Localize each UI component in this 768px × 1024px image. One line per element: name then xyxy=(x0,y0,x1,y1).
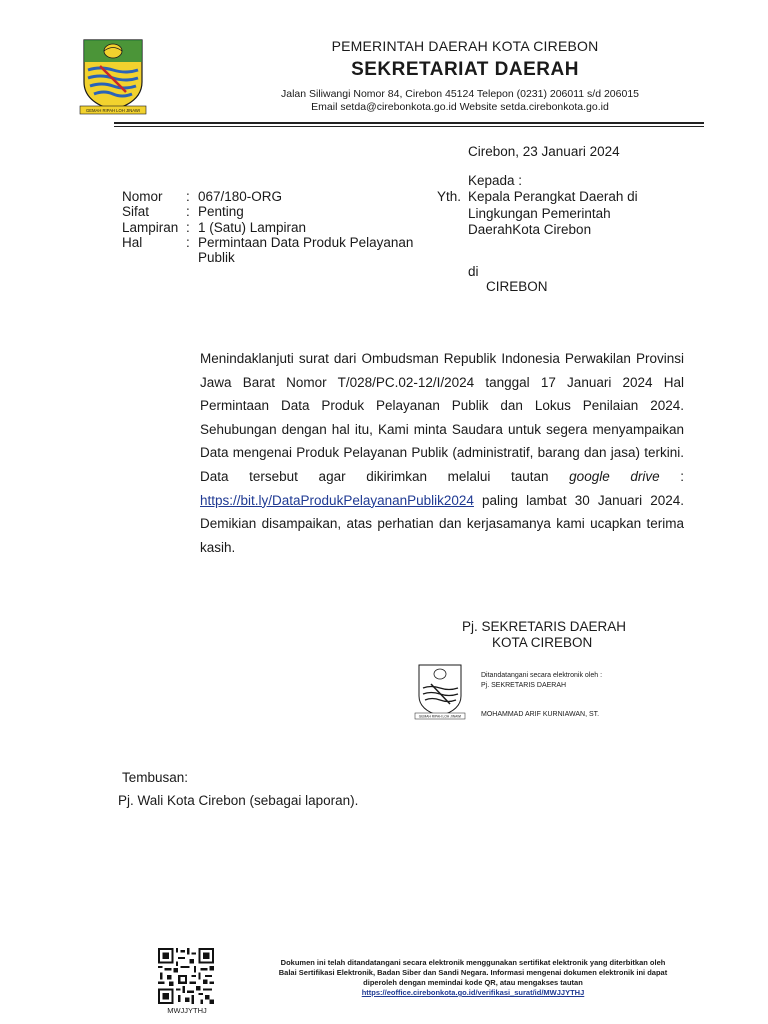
letter-date: Cirebon, 23 Januari 2024 xyxy=(468,144,620,159)
letter-body xyxy=(200,347,684,559)
recipient-city: CIREBON xyxy=(486,279,548,294)
lampiran-value: 1 (Satu) Lampiran xyxy=(198,220,307,235)
hal-value-line-1: Permintaan Data Produk Pelayanan xyxy=(198,235,414,250)
hal-label: Hal xyxy=(122,235,143,250)
signed-role: Pj. SEKRETARIS DAERAH xyxy=(481,682,567,689)
recipient-line-3: DaerahKota Cirebon xyxy=(468,222,592,237)
recipient-kepada: Kepada : xyxy=(468,173,523,188)
recipient-address xyxy=(468,189,638,239)
hal-value-line-2: Publik xyxy=(198,250,235,265)
body-part-3: paling lambat 30 Januari 2024. Demikian disampaikan, atas perhatian dan kerjasamanya kami ucapkan terima kasih. xyxy=(200,492,684,555)
verification-qr-code[interactable] xyxy=(158,948,214,1004)
recipient-line-2: Lingkungan Pemerintah xyxy=(468,205,611,221)
body-google-drive: google drive xyxy=(569,468,660,484)
signatory-city: KOTA CIREBON xyxy=(492,635,593,650)
kop-address: Jalan Siliwangi Nomor 84, Cirebon 45124 Telepon (0231) 206011 s/d 206015 xyxy=(280,88,640,100)
svg-text:GEMAH RIPAH LOH JINAWI: GEMAH RIPAH LOH JINAWI xyxy=(418,714,462,719)
google-drive-link[interactable]: https://bit.ly/DataProdukPelayananPublik2024 xyxy=(200,492,474,508)
kop-divider-thin xyxy=(114,126,704,127)
hal-colon: : xyxy=(186,235,190,250)
kop-divider-thick xyxy=(114,122,704,124)
body-part-2: : xyxy=(659,468,684,484)
recipient-line-1: Kepala Perangkat Daerah di xyxy=(468,189,638,204)
signatory-title: Pj. SEKRETARIS DAERAH xyxy=(462,619,627,634)
electronic-signature-footer xyxy=(240,958,706,998)
signed-electronically-note: Ditandatangani secara elektronik oleh : xyxy=(481,672,603,679)
nomor-colon: : xyxy=(186,189,190,204)
nomor-value: 067/180-ORG xyxy=(198,189,283,204)
body-part-1: Menindaklanjuti surat dari Ombudsman Republik Indonesia Perwakilan Provinsi Jawa Barat Nomor T/028/PC.02-12/I/2024 tanggal 17 Januari 2024 Hal Permintaan Data Produk Pelayanan Publik dan Lokus Penilaian 2024. Sehubungan dengan hal itu, Kami minta Saudara untuk segera menyampaikan Data mengenai Produk Pelayanan Publik (administratif, barang dan jasa) terkini. Data tersebut agar dikirimkan melalui tautan xyxy=(200,351,684,484)
footer-line-2: Balai Sertifikasi Elektronik, Badan Siber dan Sandi Negara. Informasi mengenai dokumen elektronik ini dapat xyxy=(278,968,668,977)
sifat-value: Penting xyxy=(198,204,244,219)
kop-contact: Email setda@cirebonkota.go.id Website setda.cirebonkota.go.id xyxy=(311,101,609,113)
nomor-label: Nomor xyxy=(122,189,163,204)
sifat-colon: : xyxy=(186,204,190,219)
sifat-label: Sifat xyxy=(122,204,150,219)
cirebon-city-emblem xyxy=(78,36,148,116)
lampiran-colon: : xyxy=(186,220,190,235)
tembusan-item: Pj. Wali Kota Cirebon (sebagai laporan). xyxy=(118,793,359,808)
electronic-signature-emblem xyxy=(414,662,466,720)
recipient-di: di xyxy=(468,264,479,279)
lampiran-label: Lampiran xyxy=(122,220,179,235)
verification-link[interactable]: https://eoffice.cirebonkota.go.id/verifikasi_surat/id/MWJJYTHJ xyxy=(361,988,585,997)
recipient-yth: Yth. xyxy=(437,189,462,204)
tembusan-label: Tembusan: xyxy=(122,770,189,785)
footer-line-3: diperoleh dengan memindai kode QR, atau mengakses tautan xyxy=(363,978,583,987)
svg-text:GEMAH RIPAH LOH JINAWI: GEMAH RIPAH LOH JINAWI xyxy=(86,108,140,113)
footer-line-1: Dokumen ini telah ditandatangani secara elektronik menggunakan sertifikat elektronik yang diterbitkan oleh xyxy=(280,958,666,967)
signatory-name: MOHAMMAD ARIF KURNIAWAN, ST. xyxy=(481,711,600,718)
kop-office-name: SEKRETARIAT DAERAH xyxy=(351,59,579,80)
kop-government-name: PEMERINTAH DAERAH KOTA CIREBON xyxy=(331,38,599,54)
qr-code-id: MWJJYTHJ xyxy=(167,1006,207,1015)
